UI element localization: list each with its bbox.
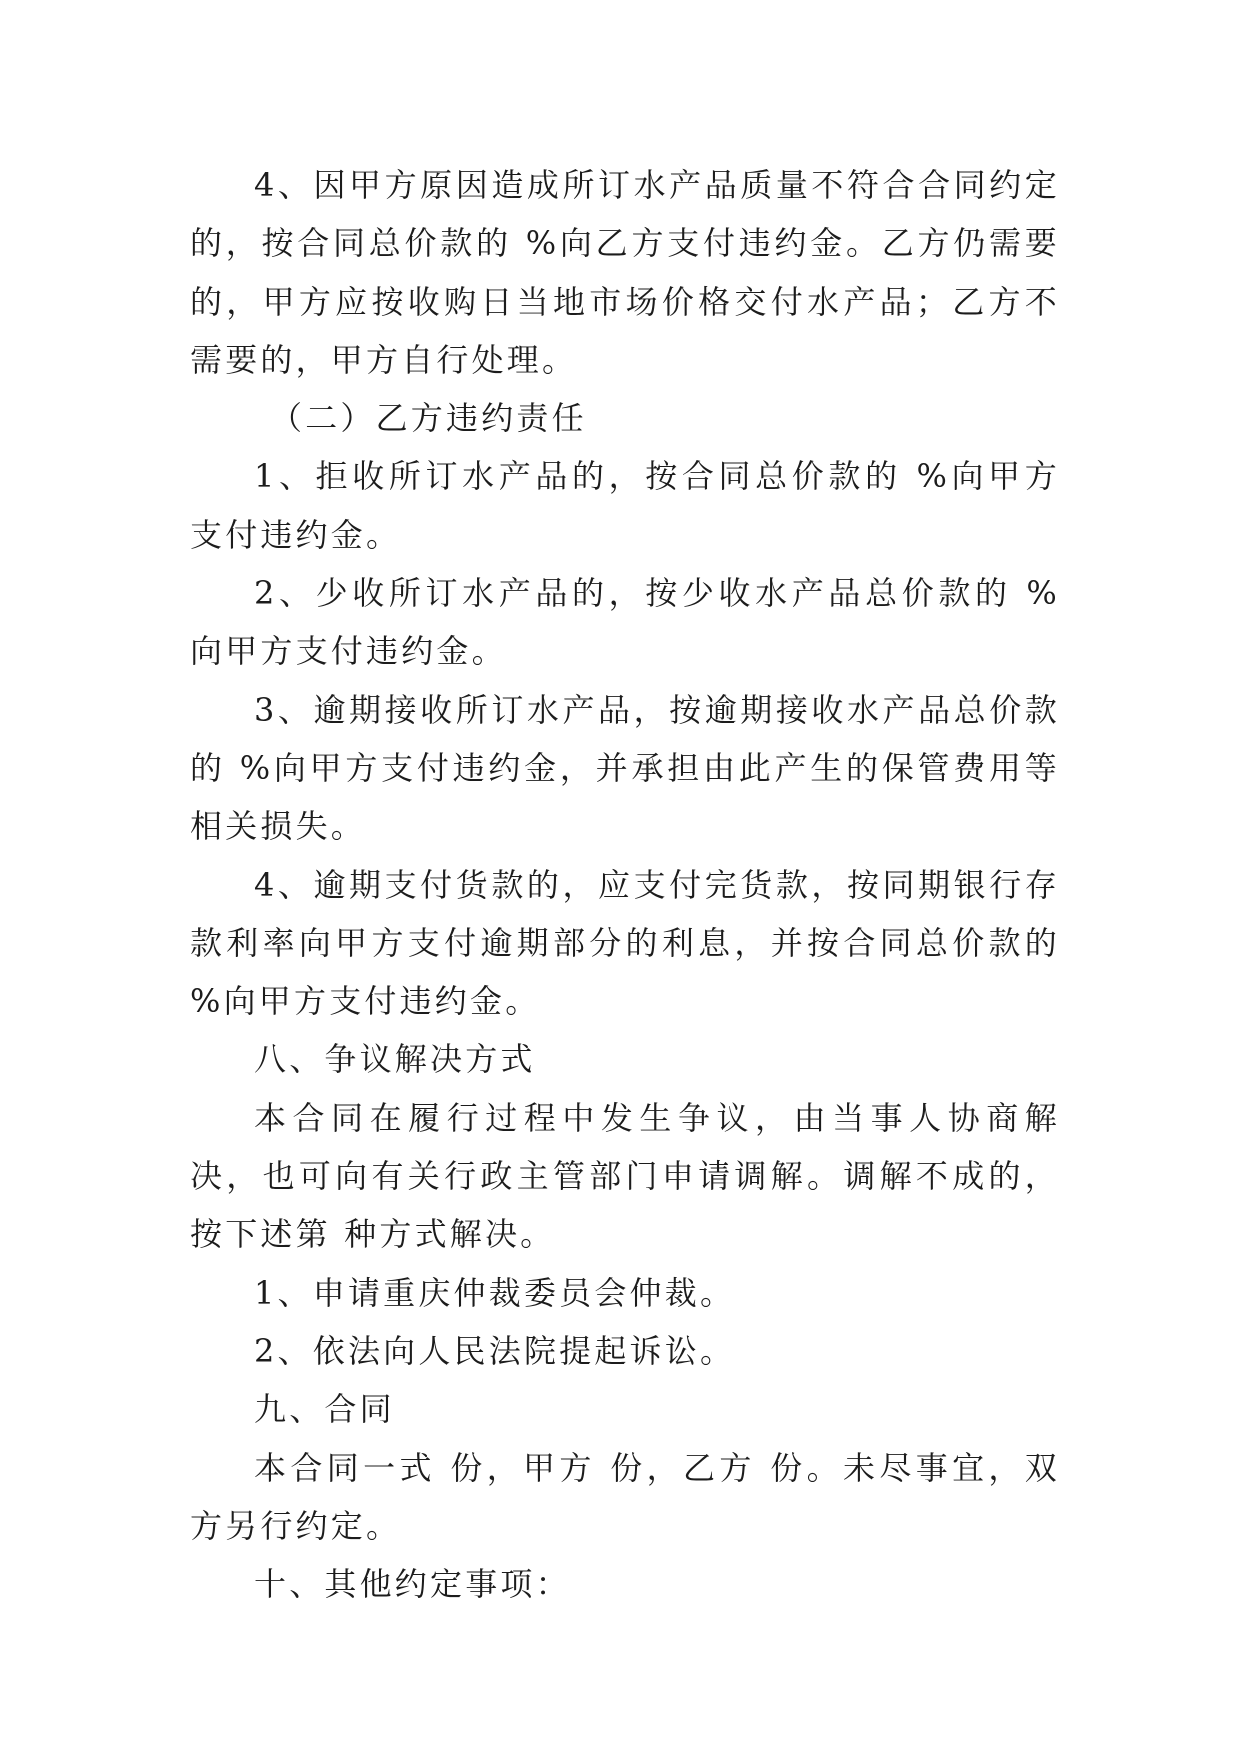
paragraph-party-b-item-2: 2、少收所订水产品的，按少收水产品总价款的 %向甲方支付违约金。 [190, 574, 1060, 671]
paragraph-breach-party-a-item-4: 4、因甲方原因造成所订水产品质量不符合合同约定的，按合同总价款的 %向乙方支付违约金。乙方仍需要的，甲方应按收购日当地市场价格交付水产品；乙方不需要的，甲方自行处理。 [190, 166, 1060, 379]
heading-party-b-liability: （二）乙方违约责任 [270, 399, 587, 438]
paragraph-dispute-option-2: 2、依法向人民法院提起诉讼。 [254, 1331, 736, 1370]
paragraph-party-b-item-4: 4、逾期支付货款的，应支付完货款，按同期银行存款利率向甲方支付逾期部分的利息，并按合同总价款的 %向甲方支付违约金。 [190, 865, 1060, 1021]
paragraph-party-b-item-3: 3、逾期接收所订水产品，按逾期接收水产品总价款的 %向甲方支付违约金，并承担由此产生的保管费用等相关损失。 [190, 690, 1060, 846]
document-body [190, 156, 1060, 1613]
paragraph-dispute-option-1: 1、申请重庆仲裁委员会仲裁。 [254, 1273, 736, 1312]
heading-other-terms: 十、其他约定事项： [254, 1565, 571, 1604]
paragraph-party-b-item-1: 1、拒收所订水产品的，按合同总价款的 %向甲方支付违约金。 [190, 457, 1060, 554]
paragraph-dispute-resolution: 本合同在履行过程中发生争议，由当事人协商解决，也可向有关行政主管部门申请调解。调解不成的，按下述第 种方式解决。 [190, 1098, 1060, 1254]
paragraph-contract-copies: 本合同一式 份，甲方 份，乙方 份。未尽事宜，双方另行约定。 [190, 1448, 1060, 1545]
heading-dispute-resolution: 八、争议解决方式 [254, 1040, 536, 1079]
heading-contract: 九、合同 [254, 1390, 395, 1429]
